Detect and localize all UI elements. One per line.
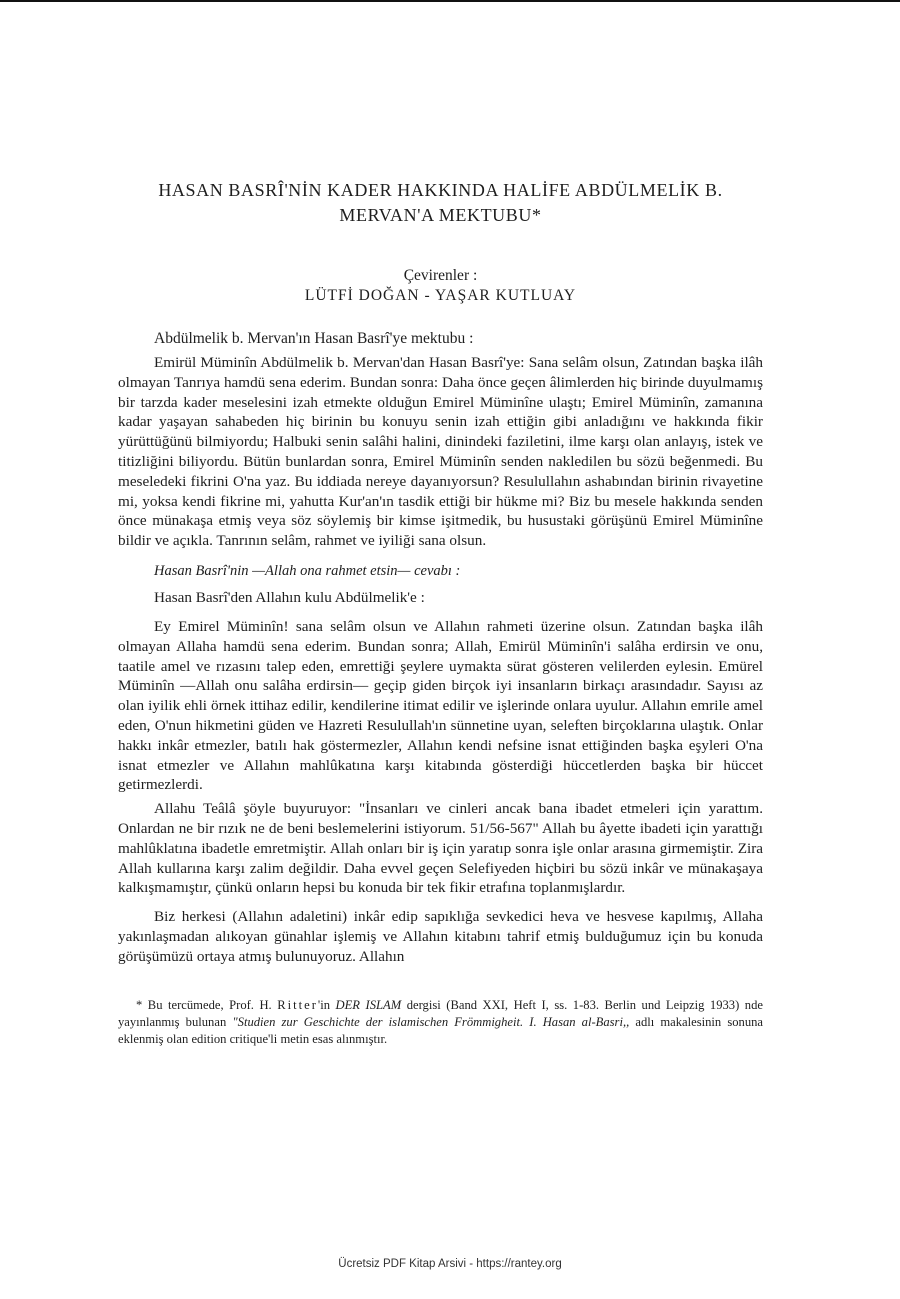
reply-paragraph-2: Allahu Teâlâ şöyle buyuruyor: "İnsanları ve cinleri ancak bana ibadet etmeleri için yarattım. Onlardan ne bir rızık ne de beni beslemelerini istiyorum. 51/56-567" Allah bu âyette ibadeti için yarattığı mahlûklatına ibadetle emretmiştir. Allah onları bir iş için yaratıp sonra işle onlar arasına girmemiştir. Zira Allah kullarına karşı zalim değildir. Daha evvel geçen Selefiyeden hiçbiri bu sözü inkâr ve münakaşaya kalkışmamıştır, çünkü onların hepsi bu konuda bir tek fikir etrafına toplanmışlardır. xyxy=(118,800,763,897)
footnote-ending: adlı makalesinin sonuna eklenmiş olan edition critique'li metin esas alınmıştır. xyxy=(118,1014,763,1046)
footnote-journal-details: dergisi (Band XXI, Heft I, ss. 1-83. Berlin und Leipzig 1933) nde yayınlanmış bulunan xyxy=(118,997,763,1029)
footnote-author: Ritter xyxy=(277,997,318,1012)
translators-block xyxy=(118,266,763,306)
footnote-intro: * Bu tercümede, Prof. H. xyxy=(136,997,272,1012)
footnote-journal: DER ISLAM xyxy=(335,997,402,1012)
article-title xyxy=(118,178,763,228)
source-watermark-line: Ücretsiz PDF Kitap Arsivi - https://rantey.org xyxy=(338,1258,562,1270)
footnote-suffix: 'in xyxy=(317,997,330,1012)
letter-body: Emirül Müminîn Abdülmelik b. Mervan'dan Hasan Basrî'ye: Sana selâm olsun, Zatından başka ilâh olmayan Tanrıya hamdü sena ederim. Bundan sonra: Daha önce geçen âlimlerden hiç birinde duyulmamış bir tarzda kader meselesini izah etmekte olduğun Emirel Müminîne ulaştı; Emirel Müminîn, zamanına kadar yaşayan sahabeden hiç birinin bu konuyu senin izah ettiğin gibi anladığını ve hakkında fikir yürüttüğünü bilmiyordu; Halbuki senin salâhi halini, dinindeki faziletini, ilme karşı olan anlayış, istek ve titizliğini biliyordu. Bütün bunlardan sonra, Emirel Müminîn senden nakledilen bu sözü beğenmedi. Bu meseledeki fikrini O'na yaz. Bu iddiada nereye dayanıyorsun? Resulullahın ashabından birinin rivayetine mi, yoksa kendi fikrine mi, yahutta Kur'an'ın tasdik ettiği bir hükme mi? Biz bu mesele hakkında senden önce münakaşa etmiş veya söz söylemiş bir kimse işitmedik, bu husustaki görüşünü Emirel Müminîne bildir ve açıkla. Tanrının selâm, rahmet ve iyiliği sana olsun. xyxy=(118,354,763,550)
footnote-study-title: "Studien zur Geschichte der islamischen Frömmigheit. I. Hasan al-Basri,, xyxy=(232,1014,630,1029)
title-line-1: HASAN BASRÎ'NİN KADER HAKKINDA HALİFE ABDÜLMELİK B. xyxy=(158,180,723,200)
reply-heading: Hasan Basrî'nin —Allah ona rahmet etsin— cevabı : xyxy=(154,562,461,579)
top-border-rule xyxy=(0,0,900,2)
title-line-2: MERVAN'A MEKTUBU* xyxy=(339,205,542,225)
reply-paragraph-3: Biz herkesi (Allahın adaletini) inkâr edip sapıklığa sevkedici heva ve hesvese kapılmış, Allaha yakınlaşmadan alıkoyan günahlar işlemiş ve Allahın kitabını tahrif etmiş bulduğumuz için bu konuda görüşümüzü ortaya atmış bulunuyoruz. Allahın xyxy=(118,908,763,965)
reply-salutation: Hasan Basrî'den Allahın kulu Abdülmelik'e : xyxy=(154,588,425,606)
document-page xyxy=(118,178,763,1048)
letter-intro: Abdülmelik b. Mervan'ın Hasan Basrî'ye mektubu : xyxy=(154,330,474,347)
footnote xyxy=(118,997,763,1048)
translators-label: Çevirenler : xyxy=(403,267,478,284)
translators-names: LÜTFİ DOĞAN - YAŞAR KUTLUAY xyxy=(304,287,577,304)
reply-paragraph-1: Ey Emirel Müminîn! sana selâm olsun ve Allahın rahmeti üzerine olsun. Zatından başka ilâh olmayan Allaha hamdü sena ederim. Bundan sonra; Allah, Emirül Müminîn'i salâha erdirsin ve onu, taatile amel ve rızasını talep eden, emrettiği şeylere uymakta sürat gösteren velilerden eylesin. Emürel Müminîn —Allah onu salâha erdirsin— geçip giden birçok iyi insanların birkaçı arasındadır. Sayısı az olan iyilik ehli örnek ittihaz edilir, kendilerine itimat edilir ve işlerinde onlara uyulur. Allahın emrile amel eden, O'nun hikmetini güden ve Hazreti Resulullah'ın sünnetine uyan, seleften birçoklarına ulaştık. Onlar hakkı inkâr etmezler, batılı hak göstermezler, Allahın kendi nefsine isnat ettiğinden başka eşyleri O'na isnat etmezler ve Allahın mahlûkatına karşı kitabında gösterdiği hüccetlerden başka bir hüccet getirmezlerdi. xyxy=(118,617,763,794)
